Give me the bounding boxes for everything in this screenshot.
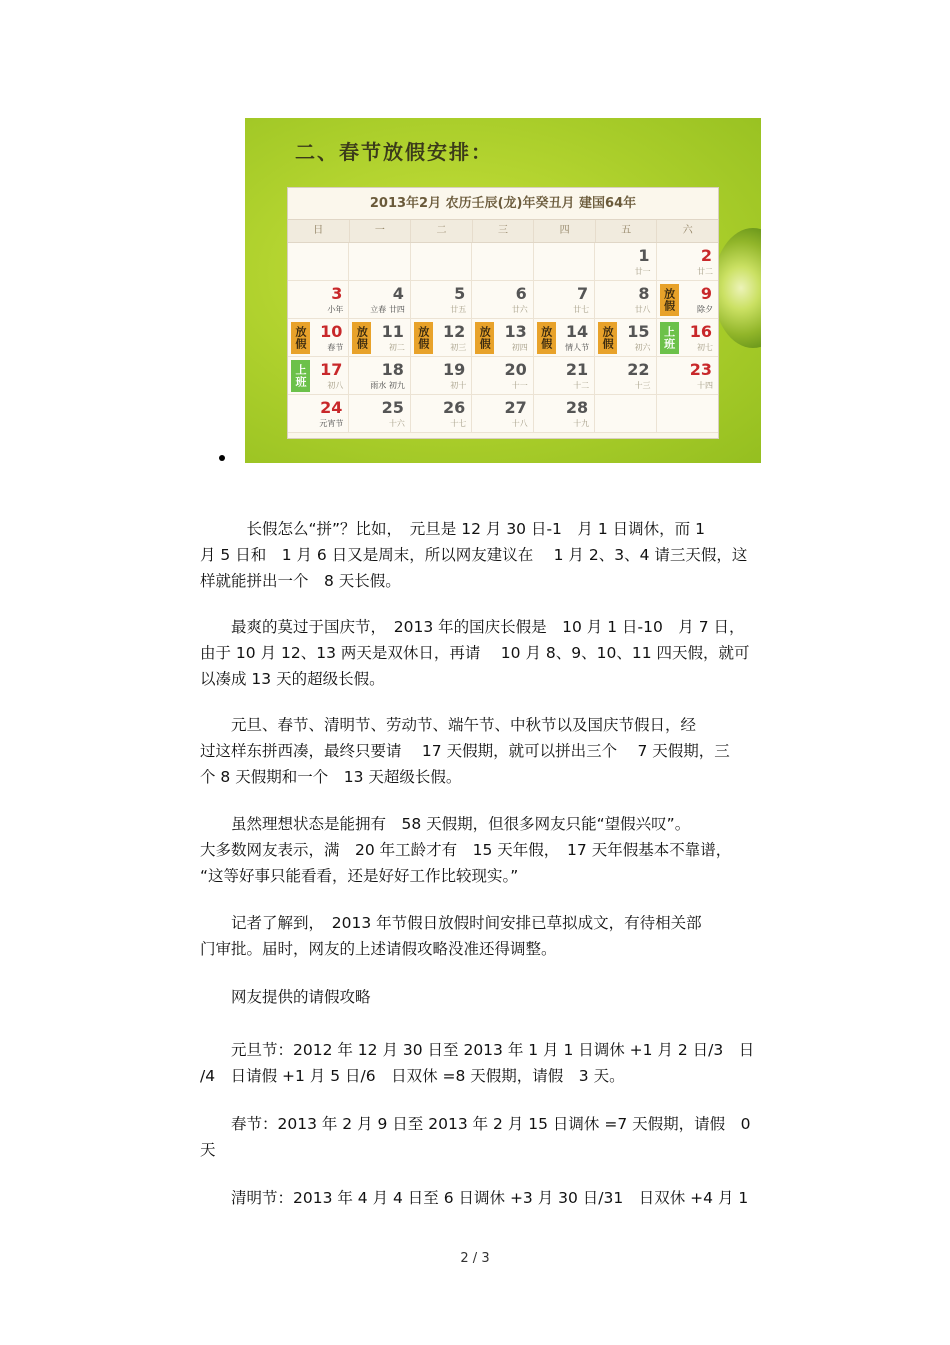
paragraph-line: 由于 10 月 12、13 两天是双休日，再请 10 月 8、9、10、11 四天假，就可 bbox=[200, 644, 750, 662]
calendar-day-cell bbox=[657, 281, 718, 319]
calendar-image bbox=[245, 118, 761, 463]
calendar-empty-cell bbox=[657, 395, 718, 433]
calendar-day-cell bbox=[657, 319, 718, 357]
day-number: 9 bbox=[700, 284, 712, 303]
page-number: 2 / 3 bbox=[460, 1251, 490, 1266]
kiwi-decoration bbox=[713, 228, 761, 348]
calendar-day-cell bbox=[288, 395, 349, 433]
day-number: 12 bbox=[443, 322, 466, 341]
lunar-date: 十八 bbox=[511, 419, 528, 428]
calendar-day-cell bbox=[411, 395, 472, 433]
paragraph-line: 个 8 天假期和一个 13 天超级长假。 bbox=[200, 768, 462, 786]
calendar-weekday-header bbox=[288, 219, 718, 243]
paragraph-line: 以凑成 13 天的超级长假。 bbox=[200, 670, 385, 688]
calendar-day-cell bbox=[349, 395, 410, 433]
calendar-day-cell bbox=[595, 243, 656, 281]
day-number: 15 bbox=[627, 322, 650, 341]
calendar-day-cell bbox=[534, 319, 595, 357]
weekday-label: 四 bbox=[534, 220, 596, 242]
day-number: 5 bbox=[454, 284, 466, 303]
lunar-date: 初六 bbox=[634, 343, 651, 352]
day-number: 3 bbox=[331, 284, 343, 303]
paragraph bbox=[200, 811, 760, 889]
paragraph-line: 网友提供的请假攻略 bbox=[200, 988, 371, 1006]
paragraph-line: “这等好事只能看看，还是好好工作比较现实。” bbox=[200, 867, 519, 885]
list-bullet bbox=[219, 455, 225, 461]
calendar-day-cell bbox=[595, 357, 656, 395]
day-number: 19 bbox=[443, 360, 466, 379]
weekday-label: 二 bbox=[411, 220, 473, 242]
lunar-date: 小年 bbox=[327, 305, 344, 314]
paragraph-line: 月 5 日和 1 月 6 日又是周末，所以网友建议在 1 月 2、3、4 请三天假，这 bbox=[200, 546, 748, 564]
lunar-date: 初二 bbox=[388, 343, 405, 352]
paragraph-line: 过这样东拼西凑，最终只要请 17 天假期，就可以拼出三个 7 天假期，三 bbox=[200, 742, 730, 760]
calendar-title: 2013年2月 农历壬辰(龙)年癸丑月 建国64年 bbox=[369, 196, 637, 211]
paragraph-line: 天 bbox=[200, 1141, 216, 1159]
holiday-tag: 放假 bbox=[475, 322, 494, 354]
paragraph-line: 清明节：2013 年 4 月 4 日至 6 日调休 +3 月 30 日/31 日双休 +4 月 1 bbox=[200, 1189, 749, 1207]
calendar-day-cell bbox=[288, 357, 349, 395]
weekday-label: 五 bbox=[596, 220, 658, 242]
weekday-label: 六 bbox=[682, 225, 693, 236]
paragraph-line: 春节：2013 年 2 月 9 日至 2013 年 2 月 15 日调休 =7 天假期，请假 0 bbox=[200, 1115, 751, 1133]
calendar-day-cell bbox=[534, 357, 595, 395]
paragraph bbox=[200, 1037, 760, 1089]
calendar-day-cell bbox=[288, 281, 349, 319]
calendar-day-cell bbox=[657, 243, 718, 281]
weekday-label: 一 bbox=[350, 220, 412, 242]
lunar-date: 十七 bbox=[450, 419, 467, 428]
day-number: 10 bbox=[320, 322, 343, 341]
calendar-empty-cell bbox=[595, 395, 656, 433]
calendar-grid bbox=[288, 243, 718, 433]
paragraph bbox=[200, 984, 760, 1010]
weekday-label: 三 bbox=[473, 220, 535, 242]
lunar-date: 初七 bbox=[696, 343, 713, 352]
lunar-date: 廿二 bbox=[696, 267, 713, 276]
day-number: 22 bbox=[627, 360, 650, 379]
holiday-tag: 放假 bbox=[660, 284, 679, 316]
lunar-date: 春节 bbox=[327, 343, 344, 352]
paragraph-line: 大多数网友表示，满 20 年工龄才有 15 天年假， 17 天年假基本不靠谱， bbox=[200, 841, 732, 859]
lunar-date: 十一 bbox=[511, 381, 528, 390]
day-number: 11 bbox=[381, 322, 404, 341]
lunar-date: 十四 bbox=[696, 381, 713, 390]
lunar-date: 初四 bbox=[511, 343, 528, 352]
calendar-empty-cell bbox=[288, 243, 349, 281]
calendar-day-cell bbox=[349, 281, 410, 319]
calendar-empty-cell bbox=[349, 243, 410, 281]
paragraph-line: 最爽的莫过于国庆节， 2013 年的国庆长假是 10 月 1 日-10 月 7 日， bbox=[200, 618, 745, 636]
calendar-empty-cell bbox=[472, 243, 533, 281]
weekday-label: 日 bbox=[288, 220, 350, 242]
calendar-day-cell bbox=[657, 357, 718, 395]
day-number: 18 bbox=[381, 360, 404, 379]
lunar-date: 情人节 bbox=[565, 343, 590, 352]
calendar bbox=[287, 187, 719, 439]
paragraph bbox=[200, 614, 760, 692]
holiday-tag: 放假 bbox=[414, 322, 433, 354]
lunar-date: 雨水 初九 bbox=[370, 381, 405, 390]
lunar-date: 廿七 bbox=[573, 305, 590, 314]
paragraph bbox=[200, 1111, 760, 1163]
calendar-day-cell bbox=[411, 281, 472, 319]
calendar-day-cell bbox=[472, 395, 533, 433]
calendar-day-cell bbox=[349, 319, 410, 357]
paragraph-line: 长假怎么“拼”？比如， 元旦是 12 月 30 日-1 月 1 日调休，而 1 bbox=[200, 520, 705, 538]
workday-tag: 上班 bbox=[660, 322, 679, 354]
lunar-date: 十九 bbox=[573, 419, 590, 428]
calendar-day-cell bbox=[534, 395, 595, 433]
calendar-empty-cell bbox=[411, 243, 472, 281]
paragraph bbox=[200, 516, 760, 594]
calendar-day-cell bbox=[595, 319, 656, 357]
image-heading: 二、春节放假安排： bbox=[295, 140, 493, 164]
calendar-day-cell bbox=[411, 319, 472, 357]
calendar-day-cell bbox=[595, 281, 656, 319]
paragraph-line: 虽然理想状态是能拥有 58 天假期，但很多网友只能“望假兴叹”。 bbox=[200, 815, 691, 833]
calendar-day-cell bbox=[349, 357, 410, 395]
holiday-tag: 放假 bbox=[537, 322, 556, 354]
paragraph bbox=[200, 1185, 760, 1211]
day-number: 24 bbox=[320, 398, 343, 417]
paragraph-line: /4 日请假 +1 月 5 日/6 日双休 =8 天假期，请假 3 天。 bbox=[200, 1067, 625, 1085]
day-number: 8 bbox=[638, 284, 650, 303]
day-number: 27 bbox=[504, 398, 527, 417]
lunar-date: 十三 bbox=[634, 381, 651, 390]
lunar-date: 廿六 bbox=[511, 305, 528, 314]
paragraph bbox=[200, 712, 760, 790]
calendar-day-cell bbox=[288, 319, 349, 357]
holiday-tag: 放假 bbox=[598, 322, 617, 354]
lunar-date: 除夕 bbox=[696, 305, 713, 314]
paragraph bbox=[200, 910, 760, 962]
workday-tag: 上班 bbox=[291, 360, 310, 392]
day-number: 6 bbox=[515, 284, 527, 303]
day-number: 28 bbox=[565, 398, 589, 417]
holiday-tag: 放假 bbox=[352, 322, 371, 354]
day-number: 17 bbox=[320, 360, 343, 379]
lunar-date: 廿一 bbox=[634, 267, 651, 276]
paragraph-line: 记者了解到， 2013 年节假日放假时间安排已草拟成文，有待相关部 bbox=[200, 914, 702, 932]
day-number: 21 bbox=[565, 360, 589, 379]
lunar-date: 初三 bbox=[450, 343, 467, 352]
lunar-date: 立春 廿四 bbox=[370, 305, 405, 314]
day-number: 16 bbox=[689, 322, 712, 341]
day-number: 2 bbox=[700, 246, 712, 265]
day-number: 26 bbox=[443, 398, 466, 417]
day-number: 13 bbox=[504, 322, 527, 341]
lunar-date: 廿八 bbox=[634, 305, 651, 314]
day-number: 14 bbox=[565, 322, 589, 341]
day-number: 23 bbox=[689, 360, 712, 379]
day-number: 25 bbox=[381, 398, 404, 417]
lunar-date: 初八 bbox=[327, 381, 344, 390]
holiday-tag: 放假 bbox=[291, 322, 310, 354]
calendar-day-cell bbox=[411, 357, 472, 395]
day-number: 7 bbox=[577, 284, 589, 303]
paragraph-line: 门审批。届时，网友的上述请假攻略没准还得调整。 bbox=[200, 940, 557, 958]
paragraph-line: 样就能拼出一个 8 天长假。 bbox=[200, 572, 401, 590]
lunar-date: 元宵节 bbox=[319, 419, 344, 428]
paragraph-line: 元旦、春节、清明节、劳动节、端午节、中秋节以及国庆节假日，经 bbox=[200, 716, 697, 734]
paragraph-line: 元旦节：2012 年 12 月 30 日至 2013 年 1 月 1 日调休 +1 月 2 日/3 日 bbox=[200, 1041, 755, 1059]
calendar-empty-cell bbox=[534, 243, 595, 281]
day-number: 20 bbox=[504, 360, 527, 379]
day-number: 1 bbox=[638, 246, 650, 265]
lunar-date: 十六 bbox=[388, 419, 405, 428]
calendar-day-cell bbox=[472, 319, 533, 357]
lunar-date: 十二 bbox=[573, 381, 590, 390]
calendar-day-cell bbox=[472, 357, 533, 395]
calendar-day-cell bbox=[472, 281, 533, 319]
lunar-date: 廿五 bbox=[450, 305, 467, 314]
lunar-date: 初十 bbox=[450, 381, 467, 390]
day-number: 4 bbox=[392, 284, 404, 303]
calendar-day-cell bbox=[534, 281, 595, 319]
